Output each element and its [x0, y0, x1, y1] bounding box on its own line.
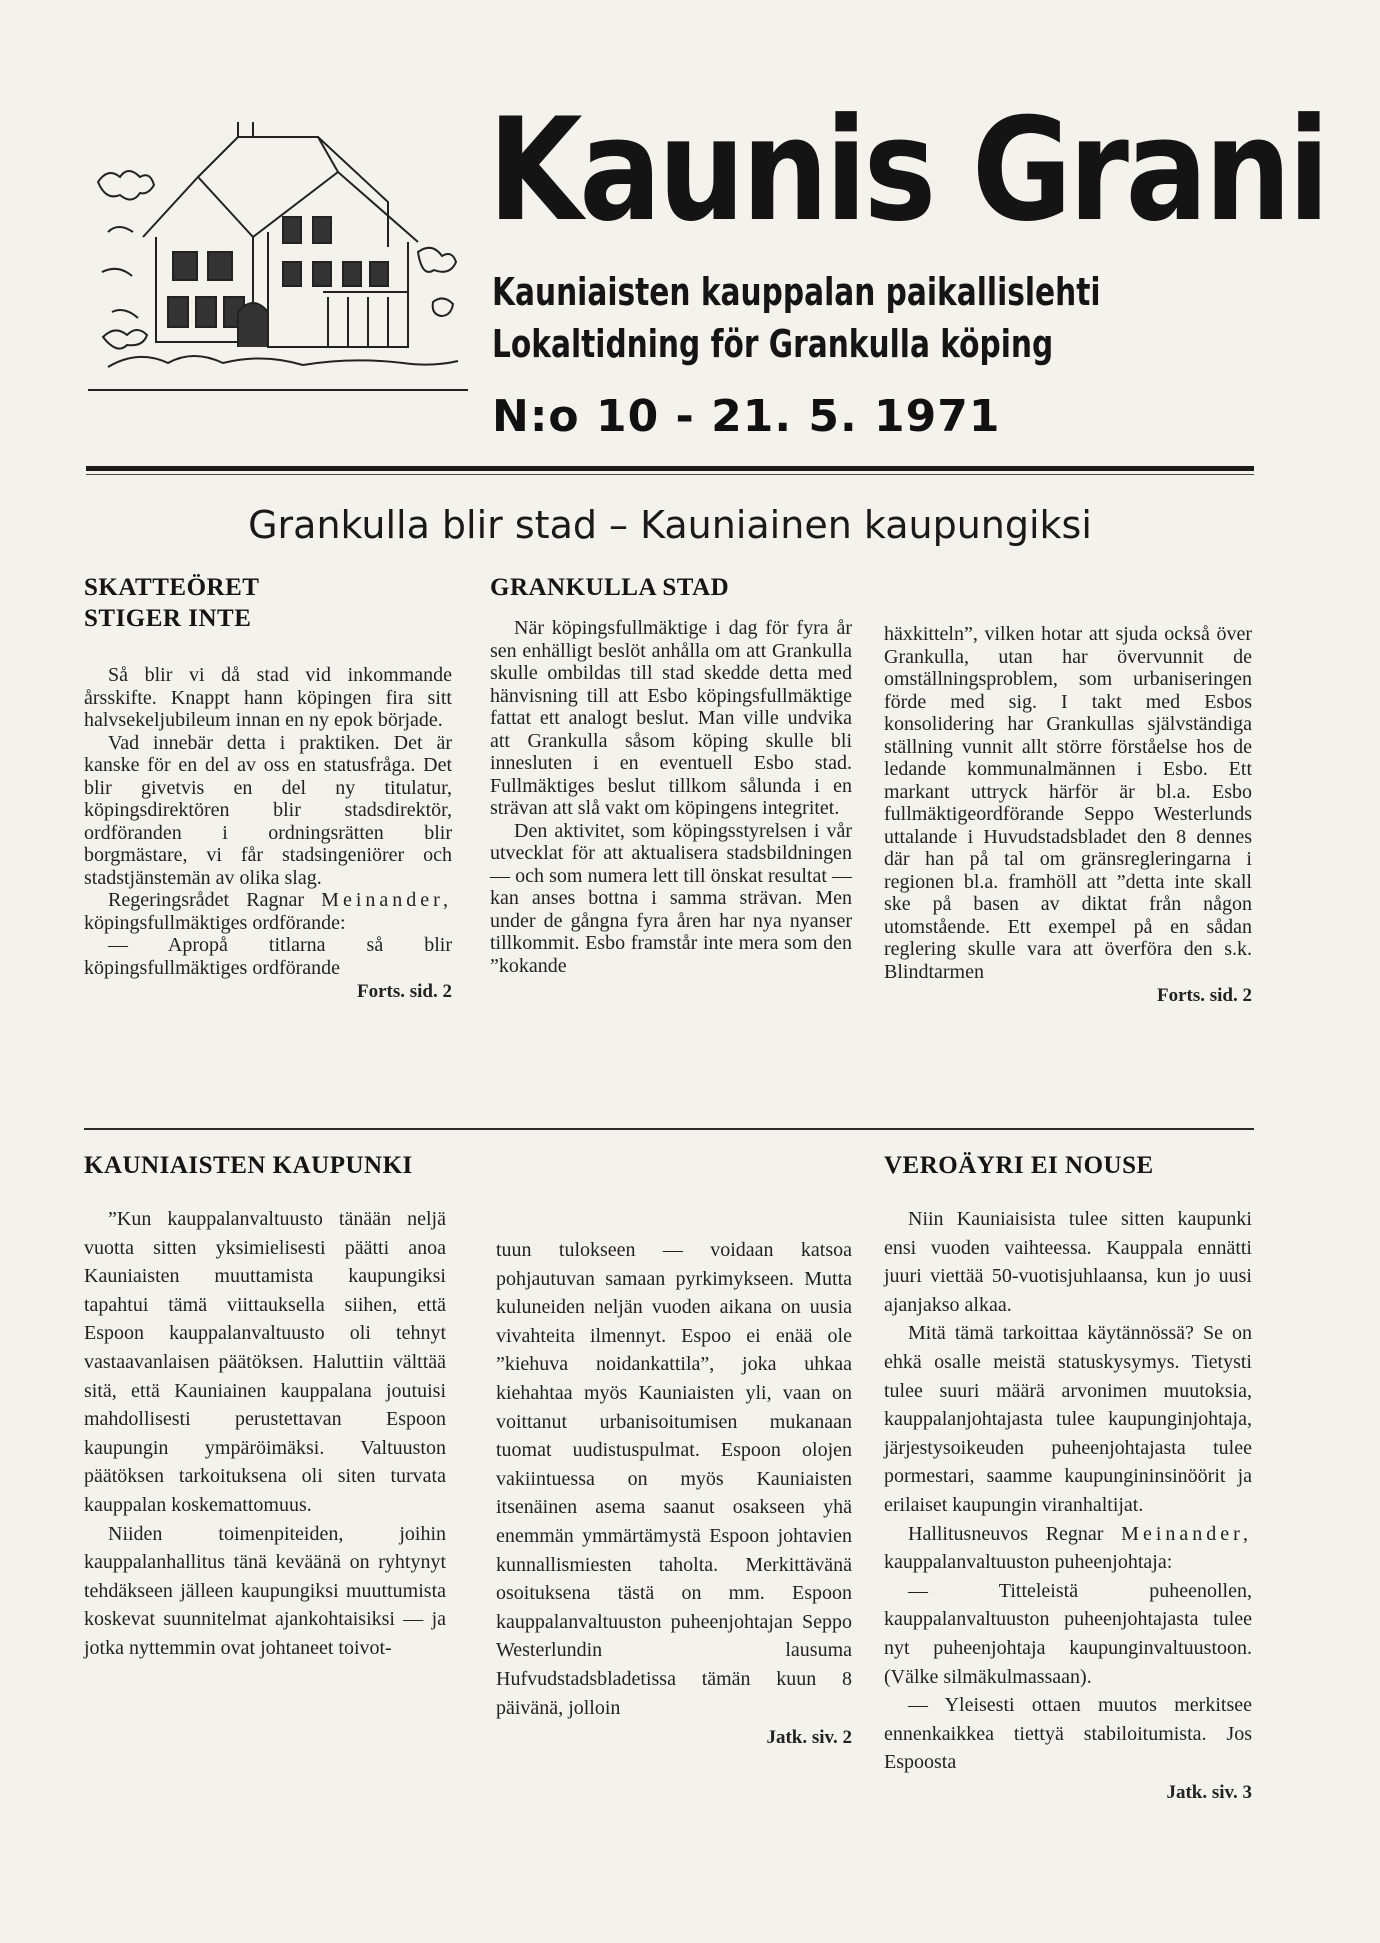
paragraph: Den aktivitet, som köpingsstyrelsen i vår utvecklat för att aktualisera stadsbildningen — och som numera lett till önskat resultat — kan anses bottna i samma strävan. Men under de gångna fyra åren har nya nyanser tillkommit. Esbo framstår inte mera som den ”kokande: [490, 819, 852, 977]
section-divider: [84, 1128, 1254, 1130]
headline-line-2: STIGER INTE: [84, 605, 252, 632]
article-headline: GRANKULLA STAD: [490, 574, 730, 601]
masthead-subtitle-finnish: Kauniaisten kauppalan paikallislehti: [492, 270, 1101, 314]
text: köpingsfullmäktiges ordförande:: [84, 911, 346, 934]
person-name: Meinander,: [321, 889, 452, 911]
villa-illustration: [88, 122, 468, 397]
paragraph: Vad innebär detta i praktiken. Det är kanske för en del av oss en statusfråga. Det blir givetvis en del ny titulatur, köpingsdirektören blir stadsdirektör, ordföranden i ordningsrätten blir borgmästare, vi får stadsingeniörer och stadstjänstemän av olika slag.: [84, 731, 452, 889]
article-headline: VEROÄYRI EI NOUSE: [884, 1152, 1154, 1179]
article-grankulla-stad-col2: [884, 623, 1252, 1008]
paragraph: — Apropå titlarna så blir köpingsfullmäktiges ordförande: [84, 934, 452, 979]
text: kauppalanvaltuuston puheenjohtaja:: [884, 1551, 1173, 1574]
paragraph: — Yleisesti ottaen muutos merkitsee ennenkaikkea tiettyä stabiloitumista. Jos Espoosta: [884, 1694, 1252, 1774]
paragraph: Niin Kauniaisista tulee sitten kaupunki ensi vuoden vaihteessa. Kauppala ennätti juuri viettää 50-vuotisjuhlaansa, kun jo uusi ajanjakso alkaa.: [884, 1208, 1252, 1316]
continuation-note: Jatk. siv. 3: [1166, 1781, 1252, 1803]
paragraph: tuun tulokseen — voidaan katsoa pohjautuvan samaan pyrkimykseen. Mutta kuluneiden neljän vuoden aikana on uusia vivahteita ilmennyt. Espoo ei enää ole ”kiehuva noidankattila”, joka uhkaa kiehahtaa myös Kauniaisten yli, vaan on voittanut urbanisoitumisen mukanaan tuomat uudistuspulmat. Espoon olojen vakiintuessa on myös Kauniaisten itsenäinen asema saanut osakseen yhä enemmän ymmärtämystä Espoon johtavien kunnallismiesten taholta. Merkittävänä osoituksena tästä on mm. Espoon kauppalanvaltuuston puheenjohtajan Seppo Westerlundin lausuma Hufvudstadsbladetissa tämän kuun 8 päivänä, jolloin: [496, 1239, 852, 1719]
paragraph: Så blir vi då stad vid inkommande årsskifte. Knappt hann köpingen fira sitt halvsekeljubileum innan en ny epok började.: [84, 664, 452, 731]
article-headline: KAUNIAISTEN KAUPUNKI: [84, 1152, 413, 1179]
continuation-note: Jatk. siv. 2: [766, 1727, 852, 1749]
paragraph: ”Kun kauppalanvaltuusto tänään neljä vuotta sitten yksimielisesti päätti anoa Kauniaisten muuttamista kaupungiksi tapahtui tämä viittauksella siihen, että Espoon kauppalanvaltuusto oli tehnyt vastaavanlaisen päätöksen. Haluttiin välttää sitä, että Kauniainen kauppalana joutuisi mahdollisesti perustettavan Espoon kaupungin ympäröimäksi. Valtuuston päätöksen tarkoituksena oli siten turvata kauppalan koskemattomuus.: [84, 1208, 446, 1516]
paragraph: [884, 1520, 1252, 1577]
article-grankulla-stad-col1: [490, 572, 852, 977]
continuation-note: Forts. sid. 2: [357, 981, 452, 1002]
paragraph: [84, 889, 452, 934]
paragraph: Niiden toimenpiteiden, joihin kauppalanhallitus tänä keväänä on ryhtynyt tehdäkseen jälleen kaupungiksi muuttumista koskevat suunnitelmat ajankohtaisiksi — ja jotka nyttemmin ovat johtaneet toivot-: [84, 1522, 446, 1659]
main-headline: Grankulla blir stad – Kauniainen kaupungiksi: [248, 503, 1092, 547]
article-skatteoret: [84, 572, 452, 1004]
headline-line-1: SKATTEÖRET: [84, 574, 260, 601]
article-kauniaisten-kaupunki-col1: [84, 1150, 446, 1663]
paragraph: Mitä tämä tarkoittaa käytännössä? Se on ehkä osalle meistä statuskysymys. Tietysti tulee suuri määrä arvonimen muutoksia, kauppalanjohtajasta tulee kaupunginjohtaja, järjestysoikeuden puheenjohtajasta tulee pormestari, saamme kaupungininsinöörit ja erilaiset kaupungin viranhaltijat.: [884, 1322, 1252, 1516]
masthead-rule: [86, 466, 1254, 471]
continuation-note: Forts. sid. 2: [1157, 985, 1252, 1006]
article-headline: [84, 572, 452, 634]
text: Regeringsrådet Ragnar: [108, 889, 304, 911]
article-kauniaisten-kaupunki-col2: [496, 1236, 852, 1753]
person-name: Meinander,: [1121, 1522, 1252, 1545]
masthead-subtitle-swedish: Lokaltidning för Grankulla köping: [492, 322, 1054, 366]
masthead-title: Kaunis Grani: [488, 88, 1327, 253]
paragraph: häxkitteln”, vilken hotar att sjuda också över Grankulla, utan har övervunnit de omställningsproblem, som urbaniseringen förde med sig. I takt med Esbos konsolidering har Grankullas självständiga ställning vunnit allt större förståelse hos de ledande kommunalmännen i Esbo. Ett markant uttryck härför är bl.a. Esbo fullmäktigeordförande Seppo Westerlunds uttalande i Huvudstadsbladet den 8 dennes där han på tal om gränsregleringarna i regionen bl.a. framhöll att ”detta inte skall ske på basen av diktat från någon utomstående. Ett exempel på en sådan reglering skulle vara att överföra den s.k. Blindtarmen: [884, 623, 1252, 983]
issue-number-date: N:o 10 - 21. 5. 1971: [492, 391, 1001, 442]
paragraph: När köpingsfullmäktige i dag för fyra år sen enhälligt beslöt anhålla om att Grankulla skulle ombildas till stad skedde detta med hänvisning till att Esbo köpingsfullmäktige fattat ett analogt beslut. Man ville undvika att Grankulla såsom köping skulle bli innesluten i en eventuell Esbo stad. Fullmäktiges beslut tillkom sålunda i en strävan att slå vakt om köpingens integritet.: [490, 617, 852, 819]
paragraph: — Titteleistä puheenollen, kauppalanvaltuuston puheenjohtajasta tulee nyt puheenjohtaja kaupunginvaltuustoon. (Välke silmäkulmassaan).: [884, 1579, 1252, 1688]
masthead-rule-thin: [86, 474, 1254, 475]
article-veroayri: [884, 1150, 1252, 1807]
text: Hallitusneuvos Regnar: [908, 1522, 1104, 1545]
